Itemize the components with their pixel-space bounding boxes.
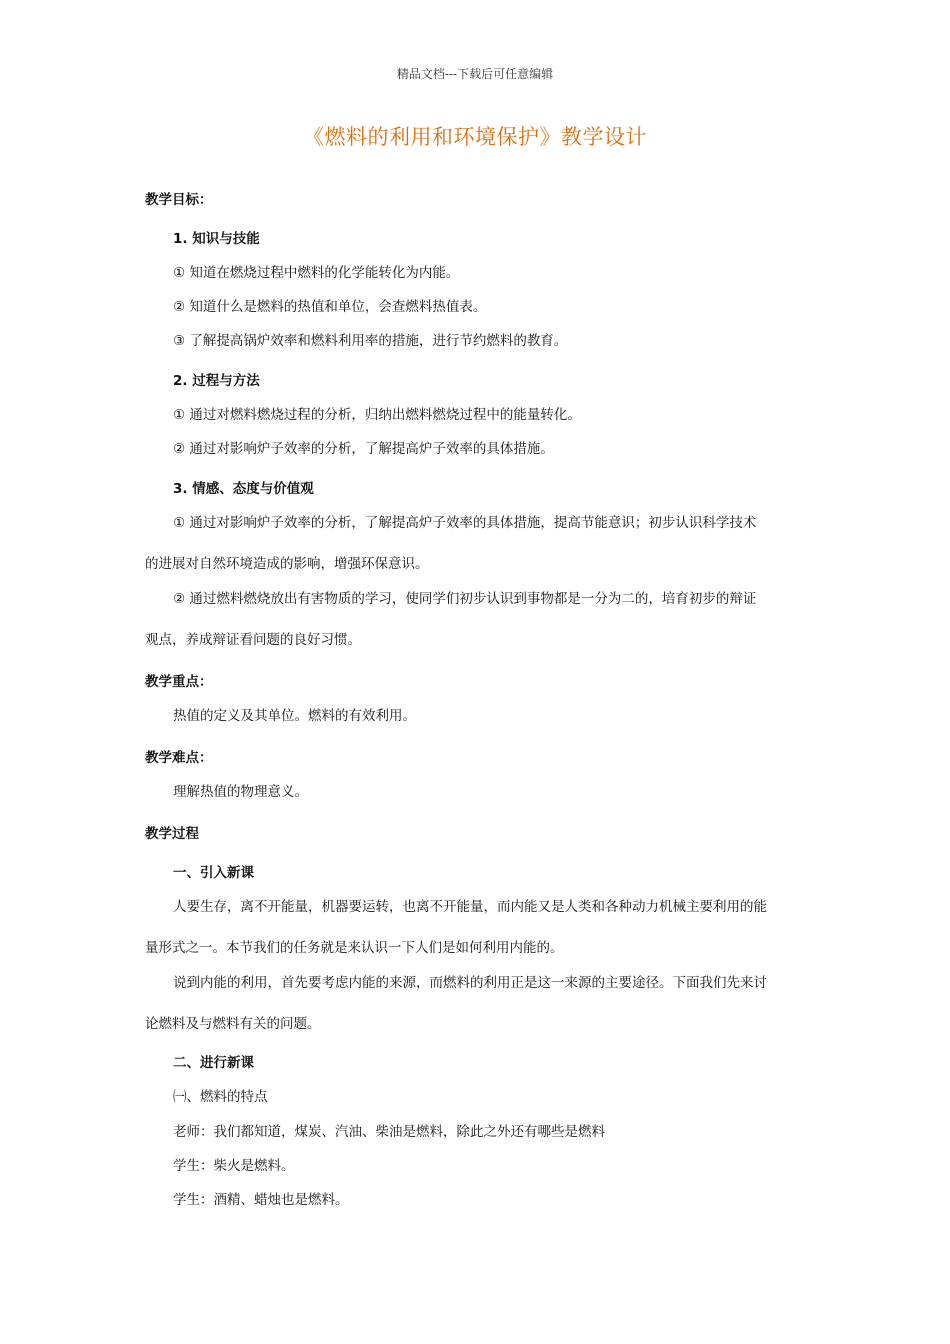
paragraph: 人要生存，离不开能量，机器要运转，也离不开能量，而内能又是人类和各种动力机械主要利用的能 (173, 899, 767, 915)
paragraph: ② 通过对影响炉子效率的分析，了解提高炉子效率的具体措施。 (173, 441, 554, 457)
section-3-heading: 3. 情感、态度与价值观 (173, 481, 314, 497)
part-2-heading: 二、进行新课 (173, 1055, 254, 1071)
dialog-line: 学生：柴火是燃料。 (173, 1158, 295, 1174)
difficulty-heading: 教学难点： (145, 750, 213, 766)
key-points-heading: 教学重点： (145, 674, 213, 690)
paragraph: 的进展对自然环境造成的影响，增强环保意识。 (145, 556, 429, 572)
paragraph: ① 知道在燃烧过程中燃料的化学能转化为内能。 (173, 265, 460, 281)
section-1-heading: 1. 知识与技能 (173, 231, 260, 247)
process-heading: 教学过程 (145, 826, 199, 842)
paragraph: 理解热值的物理意义。 (173, 784, 308, 800)
paragraph: 热值的定义及其单位。燃料的有效利用。 (173, 708, 416, 724)
paragraph: ① 通过对燃料燃烧过程的分析，归纳出燃料燃烧过程中的能量转化。 (173, 407, 581, 423)
document-title: 《燃料的利用和环境保护》教学设计 (303, 125, 647, 149)
paragraph: 说到内能的利用，首先要考虑内能的来源，而燃料的利用正是这一来源的主要途径。下面我们先来讨 (173, 975, 767, 991)
paragraph: 观点，养成辩证看问题的良好习惯。 (145, 632, 361, 648)
paragraph: 论燃料及与燃料有关的问题。 (145, 1016, 321, 1032)
subsection-heading: ㈠、燃料的特点 (173, 1089, 268, 1105)
paragraph: 量形式之一。本节我们的任务就是来认识一下人们是如何利用内能的。 (145, 940, 564, 956)
part-1-heading: 一、引入新课 (173, 865, 254, 881)
dialog-line: 学生：酒精、蜡烛也是燃料。 (173, 1192, 349, 1208)
paragraph: ① 通过对影响炉子效率的分析，了解提高炉子效率的具体措施，提高节能意识；初步认识科学技术 (173, 515, 757, 531)
goals-heading: 教学目标： (145, 192, 213, 208)
section-2-heading: 2. 过程与方法 (173, 373, 260, 389)
dialog-line: 老师：我们都知道，煤炭、汽油、柴油是燃料，除此之外还有哪些是燃料 (173, 1124, 605, 1140)
paragraph: ③ 了解提高锅炉效率和燃料利用率的措施，进行节约燃料的教育。 (173, 333, 568, 349)
page-header: 精品文档---下载后可任意编辑 (396, 67, 554, 81)
paragraph: ② 通过燃料燃烧放出有害物质的学习，使同学们初步认识到事物都是一分为二的，培育初步的辩证 (173, 591, 757, 607)
paragraph: ② 知道什么是燃料的热值和单位，会查燃料热值表。 (173, 299, 487, 315)
